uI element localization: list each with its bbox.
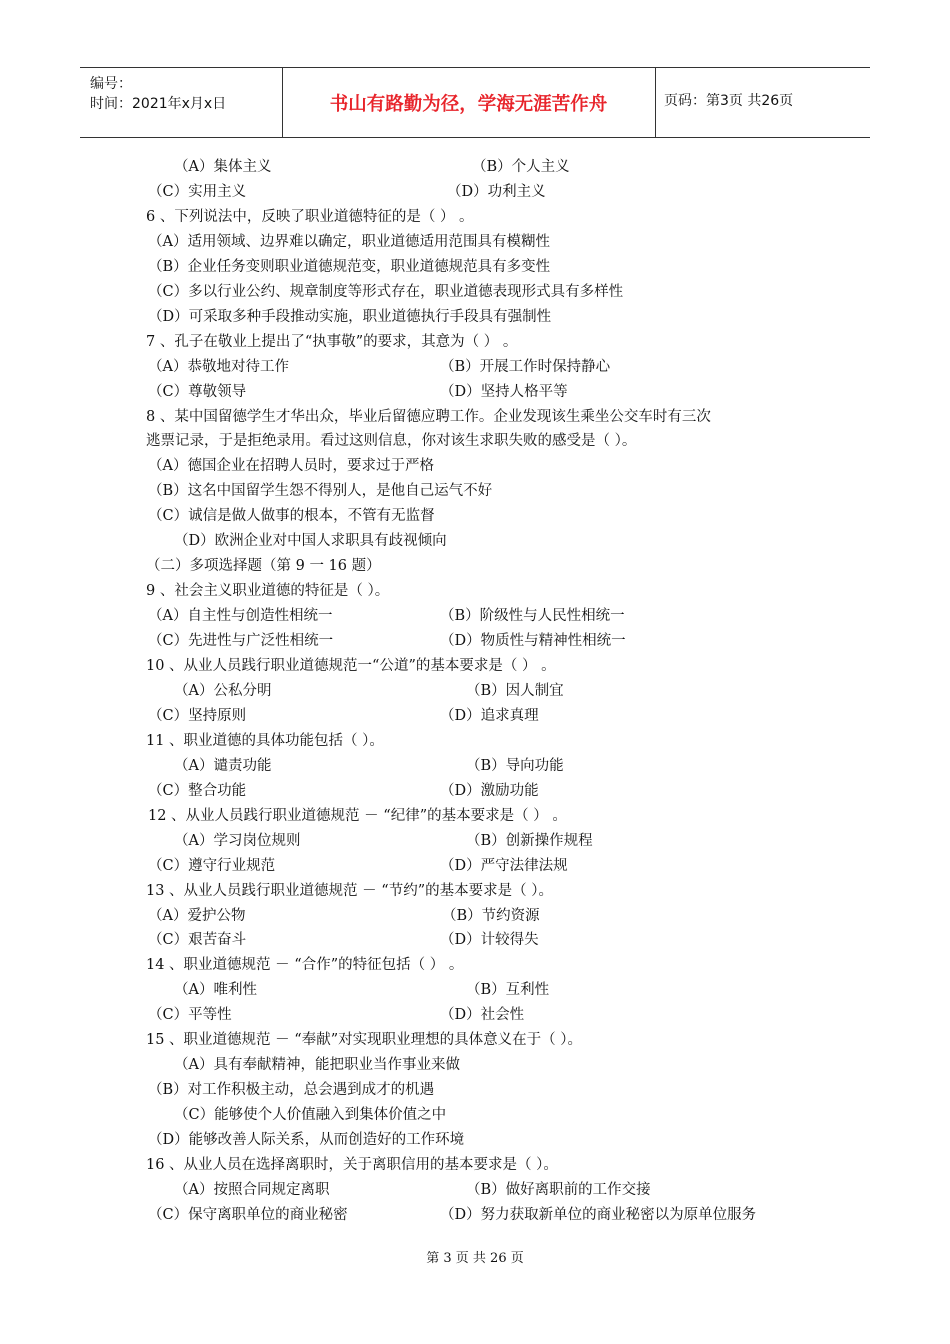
answer-option: （A）谴责功能 — [174, 757, 272, 774]
question-line: 10 、从业人员践行职业道德规范一“公道”的基本要求是（ ） 。 — [146, 658, 556, 674]
question-line: 8 、某中国留德学生才华出众，毕业后留德应聘工作。企业发现该生乘坐公交车时有三次 — [146, 408, 711, 425]
question-line: 11 、职业道德的具体功能包括（ ）。 — [146, 732, 384, 749]
question-line: 7 、孔子在敬业上提出了“执事敬”的要求，其意为（ ） 。 — [146, 333, 518, 350]
answer-option: （B）因人制宜 — [466, 682, 564, 699]
question-line: （C）能够使个人价值融入到集体价值之中 — [174, 1107, 447, 1124]
answer-option: （D）坚持人格平等 — [440, 383, 568, 400]
answer-option: （C）坚持原则 — [148, 707, 247, 724]
answer-option: （D）功利主义 — [447, 183, 546, 200]
answer-option: （A）唯利性 — [174, 982, 257, 999]
answer-option: （A）公私分明 — [174, 682, 272, 699]
answer-option: （C）保守离职单位的商业秘密 — [148, 1206, 348, 1223]
header-motto: 书山有路勤为径，学海无涯苦作舟 — [329, 93, 608, 115]
answer-option: （C）先进性与广泛性相统一 — [148, 633, 334, 650]
header-page-info: 页码：第3页 共26页 — [664, 93, 794, 109]
header-divider — [655, 68, 656, 137]
answer-option: （A）集体主义 — [174, 159, 272, 175]
question-line: （B）对工作积极主动，总会遇到成才的机遇 — [148, 1082, 435, 1099]
question-line: 14 、职业道德规范 － “合作”的特征包括（ ） 。 — [146, 957, 464, 974]
answer-option: （A）按照合同规定离职 — [174, 1181, 330, 1198]
question-line: 15 、职业道德规范 － “奉献”对实现职业理想的具体意义在于（ ）。 — [146, 1032, 582, 1049]
question-line: （A）适用领域、边界难以确定，职业道德适用范围具有模糊性 — [148, 233, 550, 250]
question-line: 逃票记录，于是拒绝录用。看过这则信息，你对该生求职失败的感受是（ ）。 — [146, 433, 637, 450]
question-line: （D）可采取多种手段推动实施，职业道德执行手段具有强制性 — [148, 308, 552, 325]
answer-option: （D）追求真理 — [440, 707, 539, 724]
answer-option: （D）物质性与精神性相统一 — [440, 633, 626, 650]
answer-option: （A）恭敬地对待工作 — [148, 358, 289, 375]
question-line: 12 、从业人员践行职业道德规范 － “纪律”的基本要求是（ ） 。 — [148, 807, 567, 824]
page-header — [80, 67, 870, 138]
answer-option: （B）互利性 — [466, 982, 550, 999]
question-line: （A）德国企业在招聘人员时，要求过于严格 — [148, 458, 434, 475]
question-line: （B）这名中国留学生怨不得别人，是他自己运气不好 — [148, 483, 493, 500]
answer-option: （D）努力获取新单位的商业秘密以为原单位服务 — [440, 1206, 757, 1223]
question-line: （D）能够改善人际关系，从而创造好的工作环境 — [148, 1132, 465, 1149]
answer-option: （B）做好离职前的工作交接 — [466, 1181, 651, 1198]
page-footer: 第 3 页 共 26 页 — [426, 1251, 524, 1266]
question-line: 13 、从业人员践行职业道德规范 － “节约”的基本要求是（ ）。 — [146, 882, 553, 899]
answer-option: （D）严守法律法规 — [440, 857, 568, 874]
answer-option: （C）遵守行业规范 — [148, 857, 276, 874]
question-line: （C）多以行业公约、规章制度等形式存在，职业道德表现形式具有多样性 — [148, 283, 624, 300]
answer-option: （B）阶级性与人民性相统一 — [440, 608, 625, 625]
answer-option: （C）平等性 — [148, 1007, 232, 1024]
answer-option: （B）个人主义 — [472, 159, 570, 175]
header-meta — [90, 74, 226, 114]
answer-option: （C）整合功能 — [148, 782, 247, 799]
question-line: 9 、社会主义职业道德的特征是（ ）。 — [146, 583, 390, 600]
answer-option: （B）节约资源 — [442, 907, 540, 924]
answer-option: （B）创新操作规程 — [466, 832, 593, 849]
question-line: 16 、从业人员在选择离职时，关于离职信用的基本要求是（ ）。 — [146, 1157, 558, 1173]
answer-option: （C）实用主义 — [148, 183, 247, 200]
answer-option: （B）导向功能 — [466, 757, 564, 774]
answer-option: （A）爱护公物 — [148, 907, 246, 924]
answer-option: （A）自主性与创造性相统一 — [148, 608, 333, 625]
question-line: 6 、下列说法中，反映了职业道德特征的是（ ） 。 — [146, 208, 474, 225]
answer-option: （D）激励功能 — [440, 782, 539, 799]
question-line: （D）欧洲企业对中国人求职具有歧视倾向 — [174, 533, 447, 550]
answer-option: （A）学习岗位规则 — [174, 832, 301, 849]
question-line: （C）诚信是做人做事的根本，不管有无监督 — [148, 508, 435, 525]
answer-option: （C）尊敬领导 — [148, 383, 247, 400]
question-line: （A）具有奉献精神，能把职业当作事业来做 — [174, 1057, 460, 1074]
answer-option: （B）开展工作时保持静心 — [440, 358, 611, 375]
time-label: 时间：2021年x月x日 — [90, 96, 227, 112]
serial-label: 编号： — [90, 76, 132, 92]
question-line: （B）企业任务变则职业道德规范变，职业道德规范具有多变性 — [148, 258, 551, 275]
question-line: （二）多项选择题（第 9 一 16 题） — [146, 558, 381, 575]
answer-option: （C）艰苦奋斗 — [148, 932, 247, 949]
answer-option: （D）计较得失 — [440, 932, 539, 949]
answer-option: （D）社会性 — [440, 1007, 525, 1024]
